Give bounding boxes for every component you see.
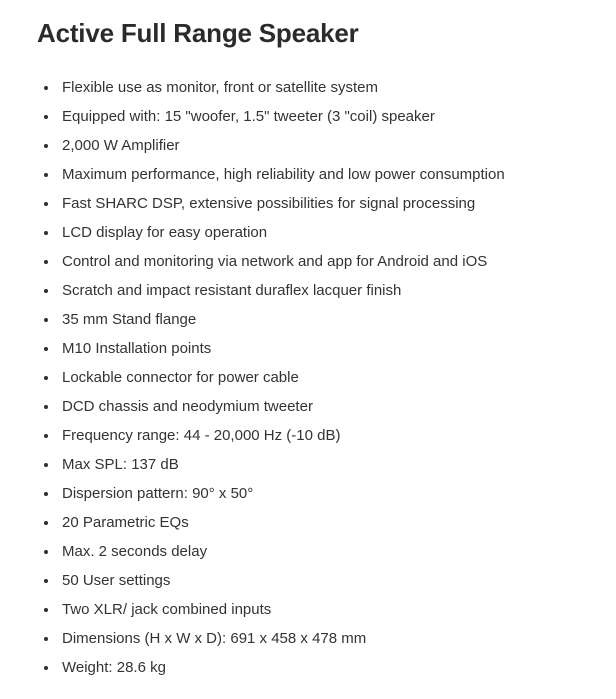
feature-item bbox=[37, 189, 586, 218]
feature-item bbox=[37, 218, 586, 247]
feature-text: Lockable connector for power cable bbox=[62, 369, 299, 386]
feature-item bbox=[37, 131, 586, 160]
feature-text: LCD display for easy operation bbox=[62, 224, 268, 241]
circle-bullet-icon bbox=[44, 637, 48, 641]
feature-text: Weight: 28.6 kg bbox=[62, 659, 166, 676]
feature-text: 50 User settings bbox=[62, 572, 171, 589]
feature-text: 35 mm Stand flange bbox=[62, 311, 197, 328]
circle-bullet-icon bbox=[44, 115, 48, 119]
circle-bullet-icon bbox=[44, 608, 48, 612]
circle-bullet-icon bbox=[44, 347, 48, 351]
feature-item bbox=[37, 363, 586, 392]
circle-bullet-icon bbox=[44, 376, 48, 380]
feature-text: Control and monitoring via network and app for Android and iOS bbox=[62, 253, 488, 270]
circle-bullet-icon bbox=[44, 463, 48, 467]
circle-bullet-icon bbox=[44, 173, 48, 177]
feature-item bbox=[37, 334, 586, 363]
feature-item bbox=[37, 653, 586, 682]
circle-bullet-icon bbox=[44, 666, 48, 670]
feature-item bbox=[37, 537, 586, 566]
circle-bullet-icon bbox=[44, 405, 48, 409]
circle-bullet-icon bbox=[44, 202, 48, 206]
feature-text: Two XLR/ jack combined inputs bbox=[62, 601, 272, 618]
circle-bullet-icon bbox=[44, 492, 48, 496]
feature-item bbox=[37, 247, 586, 276]
circle-bullet-icon bbox=[44, 86, 48, 90]
feature-item bbox=[37, 566, 586, 595]
feature-item bbox=[37, 421, 586, 450]
circle-bullet-icon bbox=[44, 434, 48, 438]
feature-text: DCD chassis and neodymium tweeter bbox=[62, 398, 313, 415]
feature-text: Equipped with: 15 "woofer, 1.5" tweeter (3 "coil) speaker bbox=[62, 108, 435, 125]
feature-text: Scratch and impact resistant duraflex lacquer finish bbox=[62, 282, 402, 299]
feature-text: M10 Installation points bbox=[62, 340, 212, 357]
circle-bullet-icon bbox=[44, 231, 48, 235]
feature-list bbox=[37, 73, 586, 682]
feature-item bbox=[37, 508, 586, 537]
feature-item bbox=[37, 305, 586, 334]
feature-text: Flexible use as monitor, front or satellite system bbox=[62, 79, 378, 96]
feature-text: Dimensions (H x W x D): 691 x 458 x 478 mm bbox=[62, 630, 367, 647]
feature-text: Dispersion pattern: 90° x 50° bbox=[62, 485, 254, 502]
circle-bullet-icon bbox=[44, 579, 48, 583]
feature-item bbox=[37, 392, 586, 421]
feature-text: Maximum performance, high reliability and low power consumption bbox=[62, 166, 505, 183]
feature-item bbox=[37, 276, 586, 305]
circle-bullet-icon bbox=[44, 144, 48, 148]
feature-text: 2,000 W Amplifier bbox=[62, 137, 180, 154]
feature-item bbox=[37, 595, 586, 624]
feature-item bbox=[37, 73, 586, 102]
feature-item bbox=[37, 102, 586, 131]
circle-bullet-icon bbox=[44, 289, 48, 293]
feature-text: 20 Parametric EQs bbox=[62, 514, 189, 531]
circle-bullet-icon bbox=[44, 318, 48, 322]
circle-bullet-icon bbox=[44, 550, 48, 554]
feature-item bbox=[37, 450, 586, 479]
feature-text: Max. 2 seconds delay bbox=[62, 543, 208, 560]
circle-bullet-icon bbox=[44, 521, 48, 525]
feature-text: Max SPL: 137 dB bbox=[62, 456, 179, 473]
circle-bullet-icon bbox=[44, 260, 48, 264]
feature-item bbox=[37, 160, 586, 189]
feature-item bbox=[37, 624, 586, 653]
page-title: Active Full Range Speaker bbox=[37, 18, 359, 48]
feature-text: Fast SHARC DSP, extensive possibilities for signal processing bbox=[62, 195, 476, 212]
feature-text: Frequency range: 44 - 20,000 Hz (-10 dB) bbox=[62, 427, 341, 444]
feature-item bbox=[37, 479, 586, 508]
